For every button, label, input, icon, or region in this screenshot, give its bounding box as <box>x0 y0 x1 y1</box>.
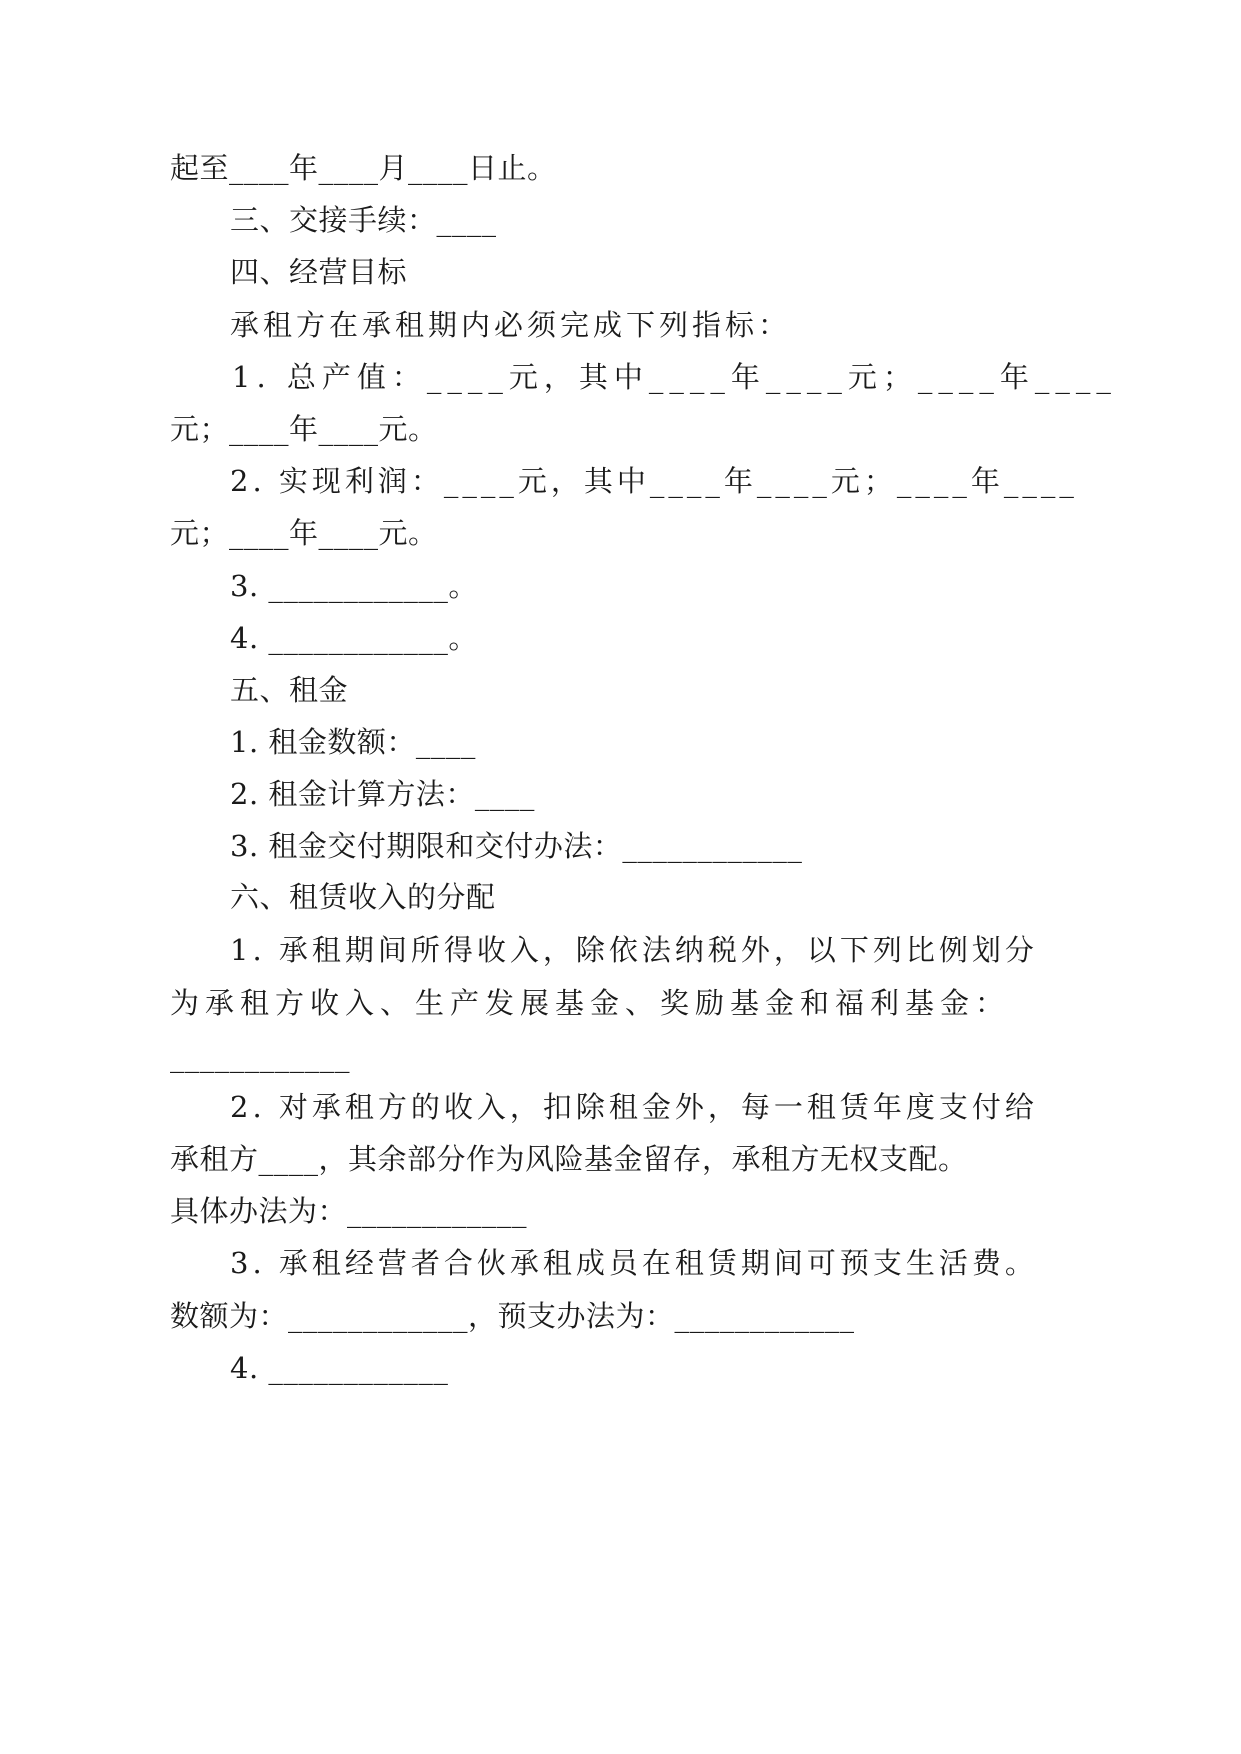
text-line: 元；____年____元。 <box>170 516 438 550</box>
list-item: 2. 租金计算方法：____ <box>230 777 535 811</box>
text-line: ____________ <box>170 1039 350 1073</box>
list-item: 1. 租金数额：____ <box>230 725 476 759</box>
list-item: 4. ____________ <box>230 1351 449 1385</box>
text-line: 承租方在承租期内必须完成下列指标： <box>230 308 792 342</box>
text-line: 起至____年____月____日止。 <box>170 151 557 185</box>
list-item: 1. 承租期间所得收入，除依法纳税外，以下列比例划分 <box>230 933 1038 967</box>
list-item: 3. 租金交付期限和交付办法：____________ <box>230 829 803 863</box>
section-heading: 三、交接手续：____ <box>230 203 497 237</box>
list-item: 3. ____________。 <box>230 569 478 603</box>
text-line: 承租方____，其余部分作为风险基金留存，承租方无权支配。 <box>170 1142 968 1176</box>
text-line: 数额为：____________，预支办法为：____________ <box>170 1299 855 1333</box>
list-item: 3. 承租经营者合伙承租成员在租赁期间可预支生活费。 <box>230 1246 1038 1280</box>
text-line: 元；____年____元。 <box>170 412 438 446</box>
text-line: 具体办法为：____________ <box>170 1194 528 1228</box>
section-heading: 六、租赁收入的分配 <box>230 880 496 914</box>
text-line: 为承租方收入、生产发展基金、奖励基金和福利基金： <box>170 986 1011 1020</box>
section-heading: 四、经营目标 <box>230 255 408 289</box>
list-item: 2. 对承租方的收入，扣除租金外，每一租赁年度支付给 <box>230 1090 1038 1124</box>
section-heading: 五、租金 <box>230 673 349 707</box>
list-item: 2. 实现利润：____元，其中____年____元；____年____ <box>230 464 1078 498</box>
list-item: 4. ____________。 <box>230 621 478 655</box>
list-item: 1. 总产值：____元，其中____年____元；____年____ <box>232 360 1117 394</box>
